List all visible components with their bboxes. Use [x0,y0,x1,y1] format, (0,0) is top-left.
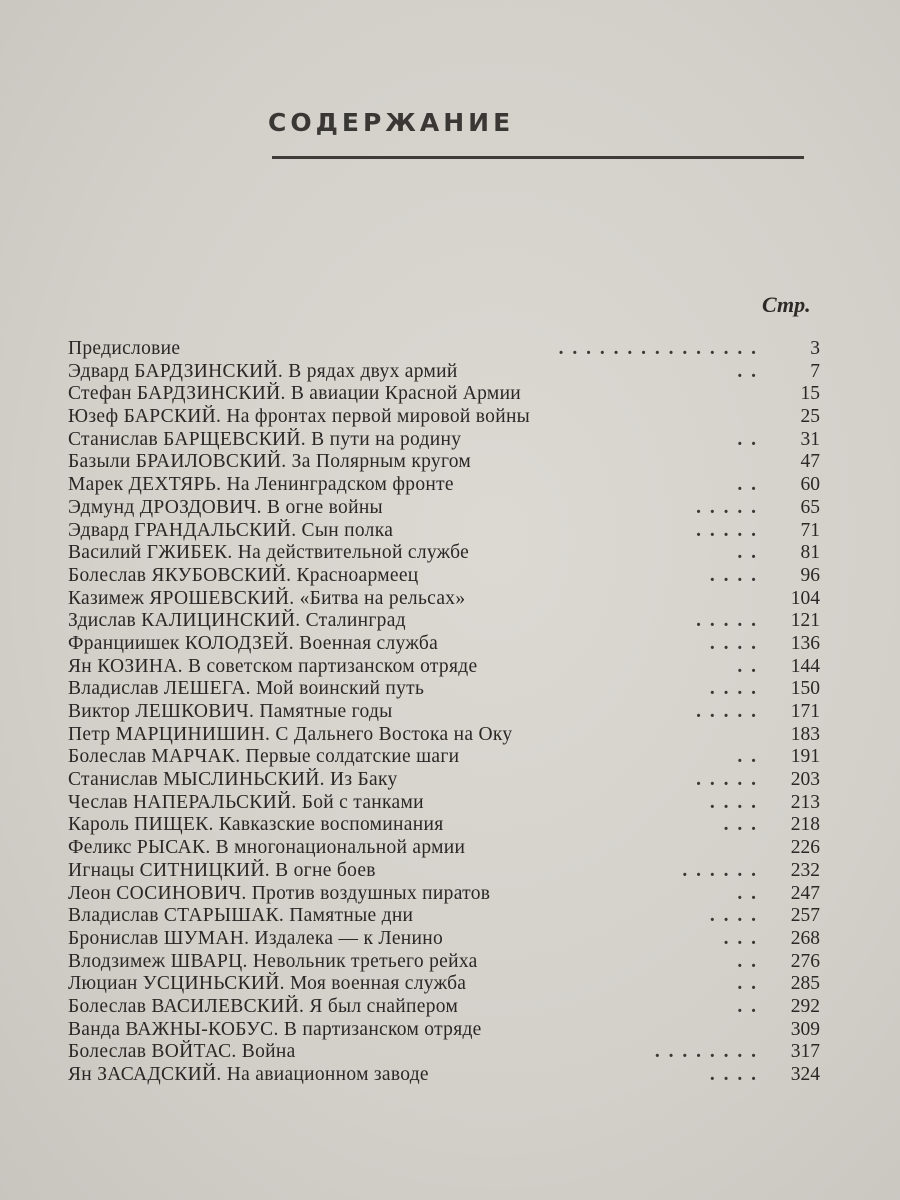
toc-entry-title: Франциишек КОЛОДЗЕЙ. Военная служба [68,632,439,654]
toc-page-number: 65 [800,496,820,518]
toc-entry [68,451,820,474]
toc-entry [68,383,820,406]
toc-entry [68,860,820,883]
toc-dot-leader: . . . . . [696,496,758,518]
toc-entry-title: Люциан УСЦИНЬСКИЙ. Моя военная служба [68,973,467,995]
toc-page-number: 144 [790,655,820,677]
toc-dot-leader: . . . . [709,1064,758,1085]
toc-page-number: 183 [790,723,820,745]
toc-dot-leader: . . [737,995,758,1017]
toc-entry-title: Эдвард БАРДЗИНСКИЙ. В рядах двух армий [68,360,458,382]
toc-page-number: 47 [800,451,820,473]
toc-entry [68,883,820,906]
table-of-contents [68,338,820,1087]
toc-entry-title: Эдмунд ДРОЗДОВИЧ. В огне войны [68,496,383,518]
page-title: СОДЕРЖАНИЕ [268,108,515,137]
toc-page-number: 150 [790,678,820,700]
toc-page-number: 3 [810,338,820,359]
toc-entry-title: Марек ДЕХТЯРЬ. На Ленинградском фронте [68,474,454,496]
toc-dot-leader: . . . . . [696,701,758,722]
toc-page-number: 81 [800,542,820,564]
toc-entry [68,769,820,792]
toc-entry-title: Предисловие [68,338,181,359]
toc-entry [68,928,820,951]
toc-entry-title: Петр МАРЦИНИШИН. С Дальнего Востока на Оку [68,723,513,745]
toc-dot-leader: . . . . [709,678,758,700]
toc-page-number: 7 [810,360,820,382]
toc-page-number: 317 [790,1041,820,1063]
toc-entry-title: Станислав МЫСЛИНЬСКИЙ. Из Баку [68,769,398,791]
toc-entry [68,497,820,520]
toc-page-number: 136 [790,632,820,654]
toc-entry [68,610,820,633]
toc-entry [68,973,820,996]
toc-page-number: 213 [790,791,820,813]
toc-dot-leader: . . [737,428,758,450]
toc-entry-title: Станислав БАРЩЕВСКИЙ. В пути на родину [68,428,462,450]
toc-dot-leader: . . . [723,814,758,836]
toc-page-number: 292 [790,995,820,1017]
toc-dot-leader: . . . [723,927,758,949]
toc-entry [68,542,820,565]
toc-dot-leader: . . . . [709,791,758,813]
toc-page-number: 60 [800,474,820,496]
toc-dot-leader: . . [737,542,758,564]
toc-entry [68,1041,820,1064]
toc-entry-title: Леон СОСИНОВИЧ. Против воздушных пиратов [68,882,491,904]
toc-dot-leader: . . [737,655,758,677]
toc-entry-title: Виктор ЛЕШКОВИЧ. Памятные годы [68,701,393,722]
toc-entry-title: Ян КОЗИНА. В советском партизанском отряде [68,655,478,677]
page-column-label: Стр. [762,292,811,317]
toc-page-number: 309 [790,1018,820,1040]
toc-dot-leader: . . . . . . [682,859,758,881]
toc-dot-leader: . . [737,360,758,382]
toc-entry [68,746,820,769]
toc-entry [68,701,820,724]
toc-entry [68,724,820,747]
toc-entry-title: Казимеж ЯРОШЕВСКИЙ. «Битва на рельсах» [68,587,466,609]
toc-entry [68,656,820,679]
toc-dot-leader: . . . . . [696,769,758,791]
toc-entry [68,565,820,588]
toc-entry-title: Чеслав НАПЕРАЛЬСКИЙ. Бой с танками [68,791,424,813]
toc-entry [68,633,820,656]
toc-dot-leader: . . [737,950,758,972]
toc-entry-title: Кароль ПИЩЕК. Кавказские воспоминания [68,814,444,836]
toc-entry-title: Василий ГЖИБЕК. На действительной службе [68,542,470,564]
toc-entry-title: Болеслав ЯКУБОВСКИЙ. Красноармеец [68,564,419,586]
toc-dot-leader: . . . . [709,905,758,927]
toc-page-number: 257 [790,905,820,927]
toc-page-number: 218 [790,814,820,836]
toc-entry-title: Базыли БРАИЛОВСКИЙ. За Полярным кругом [68,451,472,473]
toc-entry [68,905,820,928]
toc-entry [68,951,820,974]
toc-entry [68,361,820,384]
title-underline [272,156,804,159]
toc-dot-leader: . . . . [709,564,758,586]
toc-entry-title: Феликс РЫСАК. В многонациональной армии [68,837,466,859]
toc-dot-leader: . . . . . . . . [654,1041,758,1063]
toc-dot-leader: . . . . . [696,610,758,632]
toc-dot-leader: . . . . . . . . . . . . . . . [558,338,758,359]
toc-dot-leader: . . [737,746,758,768]
toc-entry [68,1064,820,1087]
toc-page-number: 247 [790,882,820,904]
toc-entry [68,520,820,543]
toc-entry [68,588,820,611]
toc-entry-title: Эдвард ГРАНДАЛЬСКИЙ. Сын полка [68,519,394,541]
toc-page-number: 15 [800,383,820,405]
toc-entry-title: Здислав КАЛИЦИНСКИЙ. Сталинград [68,610,406,632]
toc-entry [68,429,820,452]
toc-dot-leader: . . . . . [696,519,758,541]
toc-page-number: 324 [790,1064,820,1085]
toc-entry-title: Стефан БАРДЗИНСКИЙ. В авиации Красной Армии [68,383,522,405]
toc-entry-title: Бронислав ШУМАН. Издалека — к Ленино [68,927,444,949]
toc-entry [68,406,820,429]
toc-page-number: 31 [800,428,820,450]
toc-entry-title: Ян ЗАСАДСКИЙ. На авиационном заводе [68,1064,429,1085]
toc-entry [68,1019,820,1042]
toc-entry-title: Владислав ЛЕШЕГА. Мой воинский путь [68,678,425,700]
toc-page-number: 203 [790,769,820,791]
toc-dot-leader: . . [737,973,758,995]
toc-entry [68,474,820,497]
toc-page-number: 226 [790,837,820,859]
toc-entry-title: Болеслав ВОЙТАС. Война [68,1041,296,1063]
toc-entry-title: Юзеф БАРСКИЙ. На фронтах первой мировой войны [68,406,531,428]
toc-entry [68,338,820,361]
toc-dot-leader: . . [737,474,758,496]
toc-page-number: 276 [790,950,820,972]
toc-entry-title: Игнацы СИТНИЦКИЙ. В огне боев [68,859,376,881]
toc-page-number: 232 [790,859,820,881]
toc-page-number: 121 [790,610,820,632]
toc-page-number: 25 [800,406,820,428]
toc-entry-title: Владислав СТАРЫШАК. Памятные дни [68,905,414,927]
toc-page-number: 104 [790,587,820,609]
toc-entry [68,996,820,1019]
toc-entry [68,814,820,837]
toc-page-number: 96 [800,564,820,586]
toc-dot-leader: . . [737,882,758,904]
toc-page-number: 285 [790,973,820,995]
toc-dot-leader: . . . . [709,632,758,654]
toc-page-number: 268 [790,927,820,949]
toc-entry [68,837,820,860]
toc-entry-title: Ванда ВАЖНЫ-КОБУС. В партизанском отряде [68,1018,482,1040]
toc-page-number: 71 [800,519,820,541]
toc-entry-title: Болеслав МАРЧАК. Первые солдатские шаги [68,746,460,768]
toc-page-number: 191 [790,746,820,768]
toc-entry-title: Болеслав ВАСИЛЕВСКИЙ. Я был снайпером [68,995,459,1017]
toc-page-number: 171 [790,701,820,722]
toc-entry [68,792,820,815]
toc-entry-title: Влодзимеж ШВАРЦ. Невольник третьего рейха [68,950,478,972]
toc-entry [68,678,820,701]
